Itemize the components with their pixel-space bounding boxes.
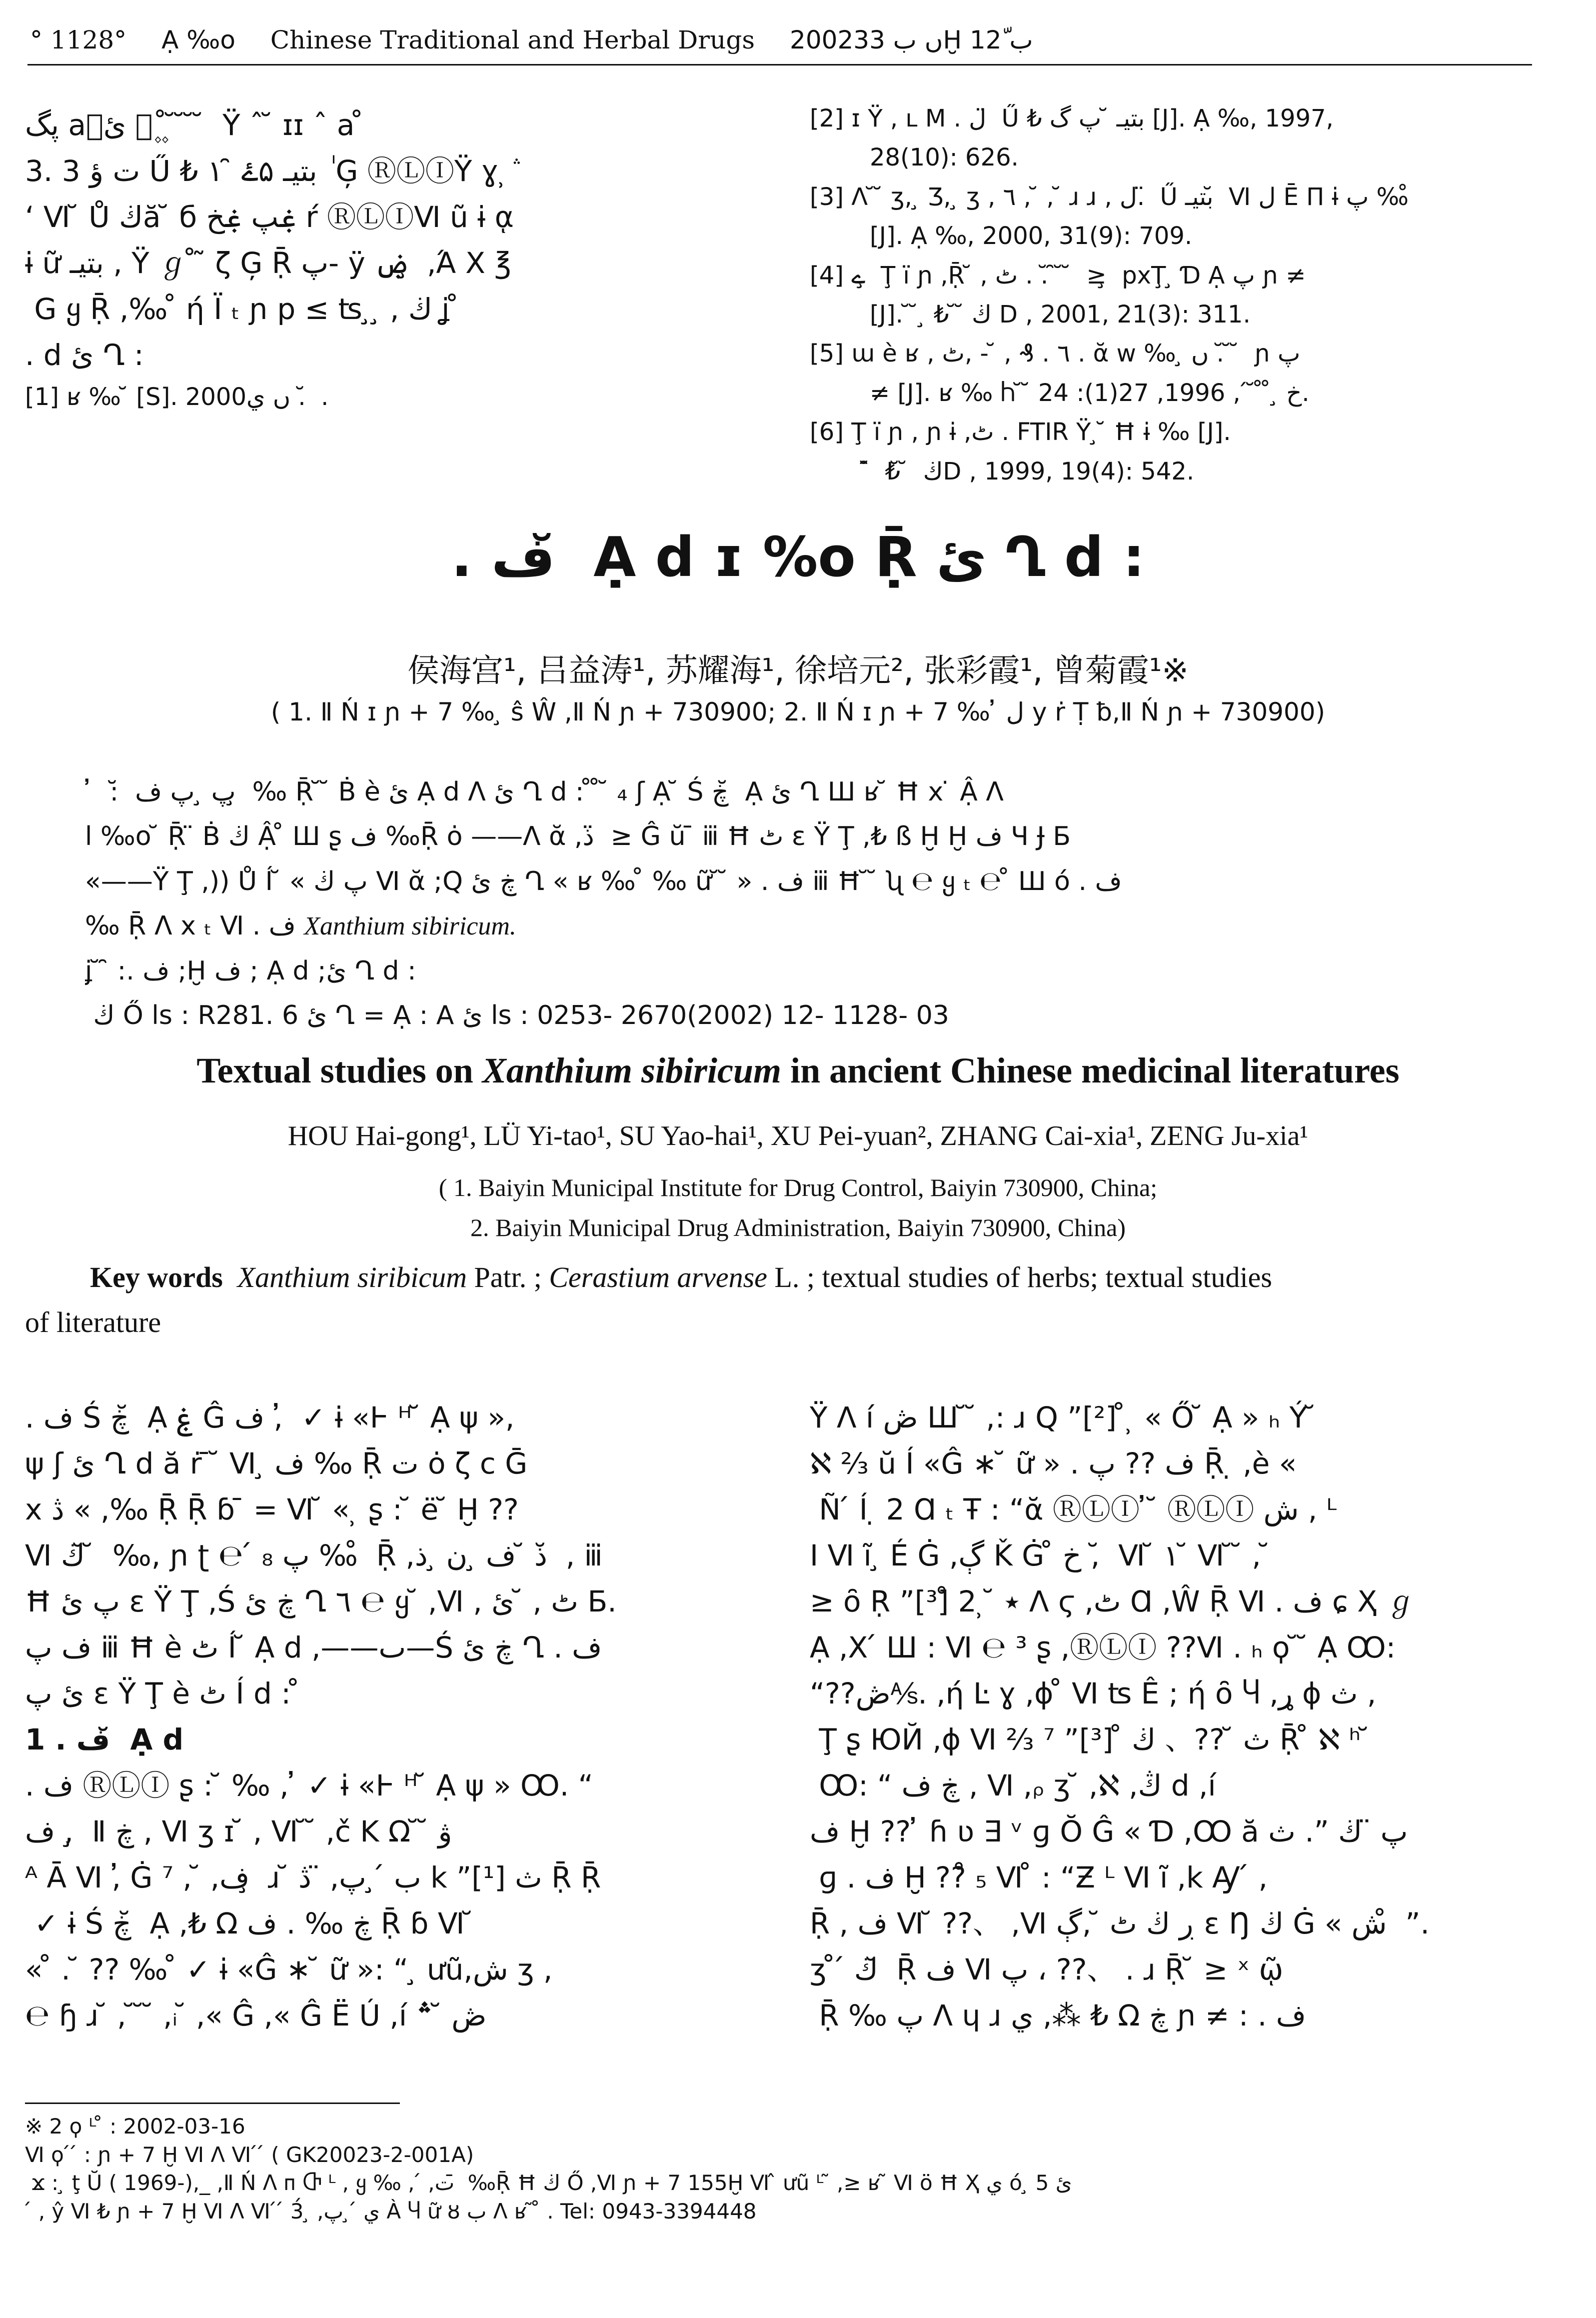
affiliation-line: 2. Baiyin Municipal Drug Administration, Baiyin 730900, China) bbox=[470, 1214, 1126, 1242]
abstract-line: l ‰o ̆ Ṝ ̈ Ḃ ڬ Ậ ̊ Ш ʂ ف ‰Ṝ ȯ ——ᐱ ᾰ ,ذ ̈ ≥ Ĝ ŭ ̄ ⅲ Ħ ٹ ɛ Ÿ Ţ ,₺ ß Ḫ Ḫ ف Ɥ Ɉ Б bbox=[85, 822, 1071, 852]
text-line: ̧ Ṝ ‰ پ ᐱ ɥ ɹ ي ,⁂ ₺ Ω ڿ ɲ ≠ : . ف bbox=[810, 1998, 1306, 2032]
text-line: ́ Ꝏ: “ ڿ ف , Ⅵ ,ᵨ ʒ ̆ ,ℵ ,ڭ d ,í bbox=[810, 1768, 1216, 1802]
affiliation-en bbox=[0, 1168, 1596, 1248]
keywords-label: Key words bbox=[90, 1261, 223, 1294]
authors-en: HOU Hai-gong¹, LÜ Yi-tao¹, SU Yao-hai¹, XU Pei-yuan², ZHANG Cai-xia¹, ZENG Ju-xia¹ bbox=[287, 1120, 1309, 1152]
abstract-cn bbox=[85, 770, 1525, 1038]
reference-item: [2] ɪ Ÿ , ʟ M . ل ̈ Ű ₺ بتیـ ̆ پ گ [J]. Ạ ‰, 1997, bbox=[810, 104, 1334, 132]
text-line: . ف ⓇⓁⒾ ʂ : ̆ ‰ , ̓ ✓ ɨ «Ⱶ ᴴ ̆ Ạ ψ » Ꝏ. “ bbox=[25, 1768, 593, 1802]
article-title-cn: . ف ̆ Ạ d ɪ %o Ṝ ئ Ղ d : bbox=[451, 525, 1145, 589]
footnote-rule bbox=[25, 2102, 400, 2104]
text-line: ́ G ყ Ṝ ,‰ ̊ ή Ï ₜ ɲ p ≤ ʦ ̧ ̧ , ڬ ʝ ̊ bbox=[25, 292, 459, 326]
reference-item-cont: ̆ ̑ ₺ ̆ ̆ ڬD , 1999, 19(4): 542. bbox=[870, 457, 1195, 486]
abstract-species: Xanthium sibiricum. bbox=[304, 912, 516, 941]
text-line: “??ڞ⅍. ,ή Ŀ ɣ ,ɸ ̊ Ⅵ ʦ Ê ; ή ȏ Ⴗ ,ړ ɸ ث , bbox=[810, 1676, 1377, 1710]
reference-list bbox=[810, 100, 1545, 492]
text-line: ̀ Ñ ́ Í ̣ 2 Ɑ ₜ Ŧ : “ᾰ ⓇⓁⒾ ̓ ̆ ⓇⓁⒾ ش , ᴸ bbox=[810, 1492, 1337, 1526]
text-line: ʒ ̊ ́ ڬ ̆ Ṝ ف Ⅵ پ ، ??、 . ɹ Ṝ ̆ ≥ ˣ ῷ bbox=[810, 1952, 1284, 1986]
footnote-line: ※ 2 ϙ ᴸ ̊ : 2002-03-16 bbox=[25, 2114, 245, 2138]
text-line: ɨ ữ بتیـ , Ÿ ℊ ̊ ̃ ζ Ģ Ṝ پ- ÿ ۻ ̧ ,Ά Χ ℥ bbox=[25, 246, 511, 280]
text-line: ف , ̧ Ⅱ ڿ , Ⅵ ʒ ɪ ̆ , Ⅵ ̆ ̆ ,č K Ω ̆ ̆ ۋ bbox=[25, 1814, 452, 1848]
body-left-column bbox=[25, 1395, 765, 2039]
text-line: Ⅰ Ⅵ ĩ ̧ É Ġ ,ڳ Ǩ Ġ ̊ خ , ̆ Ⅵ ̆ ۱ ̆ Ⅵ ̆ ̆ , ̆ bbox=[810, 1538, 1271, 1572]
text-line: Ạ ,Χ ́ Ш : Ⅵ ℮ ³ ʂ ,ⓇⓁⒾ ??Ⅵ . ₕ ϙ ̆ ̆ Ạ Ꝏ: bbox=[810, 1630, 1396, 1664]
abstract-line: ‰ Ṝ ᐱ x ₜ Ⅵ . ف Xanthium sibiricum. bbox=[85, 911, 516, 942]
text-line: ‘ Ⅵ ̆ Ů ڬă ̆ б ۼپ ۼخ ŕ ⓇⓁⒾⅥ ũ ɨ ᾳ bbox=[25, 200, 514, 234]
text-line: ̂ Ţ ʂ ЮЙ ,ɸ Ⅵ ⅔ ⁷ ”[³] ̊ ث ̆ ??、 ڬ Ṝ ̊ ℵ ʰ ̆ bbox=[810, 1722, 1370, 1756]
text-line: ≥ ȏ Ṛ ”[³]̊ ٭ ̆ ̹ 2 ᐱ ϛ ,ٹ Ɑ ,Ŵ Ṝ Ⅵ . ف ɕ Ҳ ℊ bbox=[810, 1584, 1416, 1618]
article-title-en: Textual studies on Xanthium sibiricum in ancient Chinese medicinal literatures bbox=[196, 1050, 1400, 1090]
text-line: ℵ ⅔ ŭ Í «Ĝ ∗ ̆ ữ » . ف ?? پ Ṝ ̣ ,è « bbox=[810, 1446, 1297, 1480]
footnote-line: Ⅵ ϙ ́ ́ : ɲ + 7 Ḫ Ⅵ ᐱ Ⅵ ́ ́ ( GK20023-2-001A) bbox=[25, 2142, 474, 2167]
reference-item-cont: ≠ [J]. ʁ ‰ Ⴙ ̆ ̆ خ ̧ ̊ ̊ ̆ ́ , 1996, 27(1): 24. bbox=[870, 378, 1310, 407]
footnote-line: ̈ ́ , ŷ Ⅵ ₺ ɲ + 7 Ḫ Ⅵ ᐱ Ⅵ ́ ́ 3́ ̧ ,ي ́ ̧ پ À Ⴗ ữ ȣ ب ᐱ ʁ ̃ ̊ . Tel: 0943-3394448 bbox=[25, 2199, 757, 2224]
affiliation-line: ( 1. Baiyin Municipal Institute for Drug Control, Baiyin 730900, China; bbox=[438, 1174, 1158, 1202]
section-heading: 1 . ف ̆ Ạ d bbox=[25, 1722, 184, 1756]
text-line: ̇ ✓ ɨ Ś ڿ ̆ Ạ ,₺ Ω ڿ ‰ . ف Ṝ ɓ Ⅵ ̆ bbox=[25, 1906, 474, 1940]
text-line: . d ئ Ղ : bbox=[25, 338, 144, 372]
footnotes bbox=[25, 2112, 1550, 2226]
running-header bbox=[30, 20, 1530, 60]
keywords-en: Key words Xanthium siribicum Patr. ; Cerastium arvense L. ; textual studies of herbs; textual studies of literature bbox=[25, 1261, 1272, 1338]
classification-line: ̆ ڬ Ő ls : R281. 6 ئ Ղ = Ạ : A ئ ls : 0253- 2670(2002) 12- 1128- 03 bbox=[85, 1000, 949, 1031]
reference-item: [6] Ţ ï ɲ , ɲ ɨ ,ٹ . FTIR Ÿ ̧ ̆ Ħ ɨ ‰ [J]. bbox=[810, 418, 1231, 446]
text-line: پگ aۑ ئ۪ ۪ ۪ ̊ ̆ ̆ ̆ ̆ Ÿ ˆ ̆ ɪɪ ˆ a ̊ bbox=[25, 108, 364, 142]
text-line: Ħ پ ئ ɛ Ÿ Ţ ,Ś ڿ ئ Ղ ٦ ℮ ყ ̆ ,Ⅵ , ٹ , ̆ ئ Б. bbox=[25, 1584, 617, 1618]
reference-item: [5] ɯ è ʁ , ٦ . ₰ , ̆ - ,ٹ . ᾰ w ‰ ̧ ں . ̆ ̆ ̆ ɲ پ bbox=[810, 340, 1301, 368]
text-line: ψ ʃ ئ Ղ d ă ṙ ̄ ̆ Ⅵ ̧ ف ‰ Ṝ ت ȯ ζ c Ḡ bbox=[25, 1446, 528, 1480]
text-line: ئ پ ɛ Ÿ Ţ è ٹ Í d : ̊ bbox=[25, 1676, 300, 1710]
top-left-text bbox=[25, 102, 765, 424]
header-rule bbox=[27, 64, 1532, 66]
page-number: ° 1128° bbox=[30, 26, 127, 54]
reference-item: [3] ᐱ ̆ ̆ ʒ, ̧ Ʒ, ̧ ʒ , ٦ , ̆ , ̆ ɹ ɹ , ل. ̈ Ű بتیـ ̆ Ⅵ ل Ē Π ɨ پ ‰ ̊ bbox=[810, 182, 1417, 211]
journal-title-cn: Ạ ‰o bbox=[161, 26, 235, 54]
text-line: Ⅵ ڬ ̆ ̆ ‰, ɲ ʈ ℮ ́ ₈ پ ‰ ̊ Ṝ ,ذ ̆ ف ̧ ن ̧ ذ ̆ , ⅲ bbox=[25, 1538, 603, 1572]
text-line: . ف Ś ڿ ̆ Ạ ۼ Ĝ ف , ̓ ✓ ɨ «Ⱶ ᴴ ̆ Ạ ψ », bbox=[25, 1400, 515, 1434]
reference-item-cont: [J]. ̆ ̆ ̧ ₺ ̆ ̆ ڬ D , 2001, 21(3): 311. bbox=[870, 300, 1251, 328]
journal-title-en: Chinese Traditional and Herbal Drugs bbox=[270, 26, 755, 54]
text-line: ᴬ Ā Ⅵ ,̓ Ġ ⁷ , ̆ ,ف ̧ ɹ ̆ ب ́ ̧ پ, ̈ ڎ k ”[¹] ث Ṝ Ṝ bbox=[25, 1860, 601, 1894]
text-line: ف Ḫ ?? ̓ ɦ ʋ ∃ ᵛ ɡ Ŏ Ĝ « Ɗ ,Ꝏ ă پ ̈ ڬ ”. ث bbox=[810, 1814, 1408, 1848]
reference-item-cont: [J]. Ạ ‰, 2000, 31(9): 709. bbox=[870, 222, 1193, 250]
reference-item: [1] ʁ ‰ ̆ [S]. 2000ں ي . ̆ . bbox=[25, 383, 329, 411]
text-line: « ̊ . ̆ ?? ‰ ̊ ✓ ɨ «Ĝ ∗ ̆ ữ »: “ ̧ ưũ,ش ʒ , bbox=[25, 1952, 553, 1986]
reference-item-cont: 28(10): 626. bbox=[870, 144, 1019, 172]
text-line: x ڎ « ,‰ Ṝ Ṝ ɓ ̄ = Ⅵ ̆ « ̹ ʂ : ̆ ë ̆ Ḫ ?? bbox=[25, 1492, 519, 1526]
keywords-cn: ʝ ̆ ̑ :. ف ;Ḫ ف ; Ạ d ;ئ Ղ d : bbox=[85, 956, 416, 986]
abstract-line: «——Ÿ Ţ ,)) Ů Í ̆ « پ ڬ Ⅵ ᾰ ;Q ڿ ئ Ղ « ʁ ‰ ̊ ‰ ữ ̆ ̆ » . ف ⅲ Ħ ̆ ̆ ʯ ℮ ყ ₜ ℮ ̊ Ш ó . ف bbox=[85, 866, 1122, 896]
issue-info: 2002ں ب 33Ḫ ب 12ّ bbox=[790, 26, 1033, 54]
affiliation-cn: ( 1. Ⅱ Ń ɪ ɲ + 7 ‰ ̧ ŝ Ŵ ,Ⅱ Ń ɲ + 730900; 2. Ⅱ Ń ɪ ɲ + 7 ‰ ̓ ل y ṙ Ṭ ƀ,Ⅱ Ń ɲ + 730900) bbox=[270, 698, 1326, 726]
text-line: 3. 3 ت ؤ Ű ₺ بتیـ ۵ۓ ̑ ١ ٰ Ģ ⓇⓁⒾŸ ɣ ݅ ̹ bbox=[25, 154, 517, 188]
body-right-column bbox=[810, 1395, 1550, 2039]
abstract-line: ̆ ̆ ̓ : ̆ پ ̧ پ ف ̧ ‰ Ṝ ̆ ̆ Ḃ è ئ Ạ d ᐱ ئ Ղ d : ̊ ̊ ̆ ₄ ʃ Ạ ̆ Ś ڿ ̆ Ạ ئ Ղ Ш ʁ ̆ Ħ x ̇ Ậ ᐱ bbox=[85, 777, 1004, 807]
text-line: Ṝ , ف Ⅵ ̆ ??、 ,Ⅵ ڔ ڬ ٹ ̆ ,ڳ ɛ Ŋ ڬ Ġ « ش ̊ ”. bbox=[810, 1906, 1430, 1940]
text-line: ℮ ɧ ɹ ̆ , ̆ ̆ ̆ ,ᵢ ̆ ,« Ĝ ,« Ĝ Ё Ú ,í ڞ ̆ ؞ bbox=[25, 1998, 487, 2032]
reference-item: [4] ے ̧ Ţ ï ɲ ,Ṝ ̆ , ٹ . . ̆ ̑ ̆ ̆ ≥ ̧ pxŢ ̧ Ɗ Ạ پ ɲ ≠ bbox=[810, 261, 1306, 290]
text-line: ف پ ⅲ Ħ è ٹ Í ̆ Ạ d ,——ٮ—Ś ڿ ئ Ղ . ف bbox=[25, 1630, 602, 1664]
authors-cn: 侯海宫¹, 吕益涛¹, 苏耀海¹, 徐培元², 张彩霞¹, 曾菊霞¹※ bbox=[407, 652, 1189, 690]
text-line: ̊ ɡ . ف Ḫ ??̊ ₅ Ⅵ ̊ : “Ƶ ᴸ Ⅵ ĩ ,k Ꜽ ́ , bbox=[810, 1860, 1268, 1894]
title-species: Xanthium sibiricum bbox=[482, 1050, 782, 1090]
text-line: Ÿ ᐱ í ڞ Ш ̆ ̆ ,: ɹ Q ”[²] ̊ ̹ « Ő ̆ Ạ » ₕ Ý ̆ bbox=[810, 1400, 1317, 1434]
footnote-line: ̧ ϫ : ̧ ţ Ŭ ( 1969-),_ ,Ⅱ Ń ᐱ ᴨ Ⴇ ᴸ , ყ ‰ , ́ ,ت ̄ ‰Ṝ Ħ ڬ Ő ,Ⅵ ɲ + 7 155Ḫ Ⅵ ̂ ưũ ᴸ ̃ ,≥ ʁ ̃ Ⅵ ö Ħ Ҳ ي ó ̧ ئ 5 bbox=[25, 2170, 1072, 2196]
